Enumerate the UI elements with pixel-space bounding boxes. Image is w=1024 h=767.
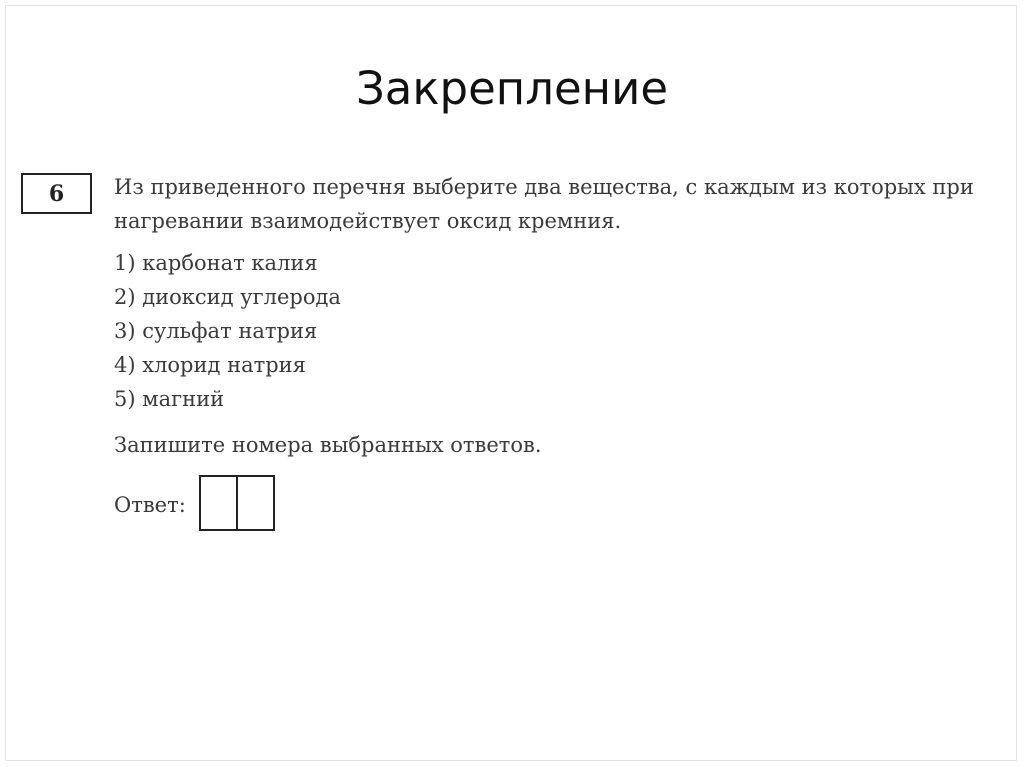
answer-cell-2[interactable] <box>236 475 275 531</box>
option-item: 5) магний <box>114 387 225 411</box>
option-item: 1) карбонат калия <box>114 251 318 275</box>
option-item: 2) диоксид углерода <box>114 285 341 309</box>
answer-label: Ответ: <box>114 493 186 517</box>
slide-title: Закрепление <box>355 62 669 115</box>
answer-cell-1[interactable] <box>199 475 238 531</box>
answer-options-list <box>114 246 341 416</box>
task-number-badge: 6 <box>21 173 92 214</box>
option-item: 4) хлорид натрия <box>114 353 306 377</box>
option-item: 3) сульфат натрия <box>114 319 318 343</box>
answer-input-group <box>199 475 275 531</box>
question-text: Из приведенного перечня выберите два вещества, с каждым из которых при нагревании взаимодействует оксид кремния. <box>114 175 974 233</box>
instruction-text: Запишите номера выбранных ответов. <box>114 433 542 457</box>
